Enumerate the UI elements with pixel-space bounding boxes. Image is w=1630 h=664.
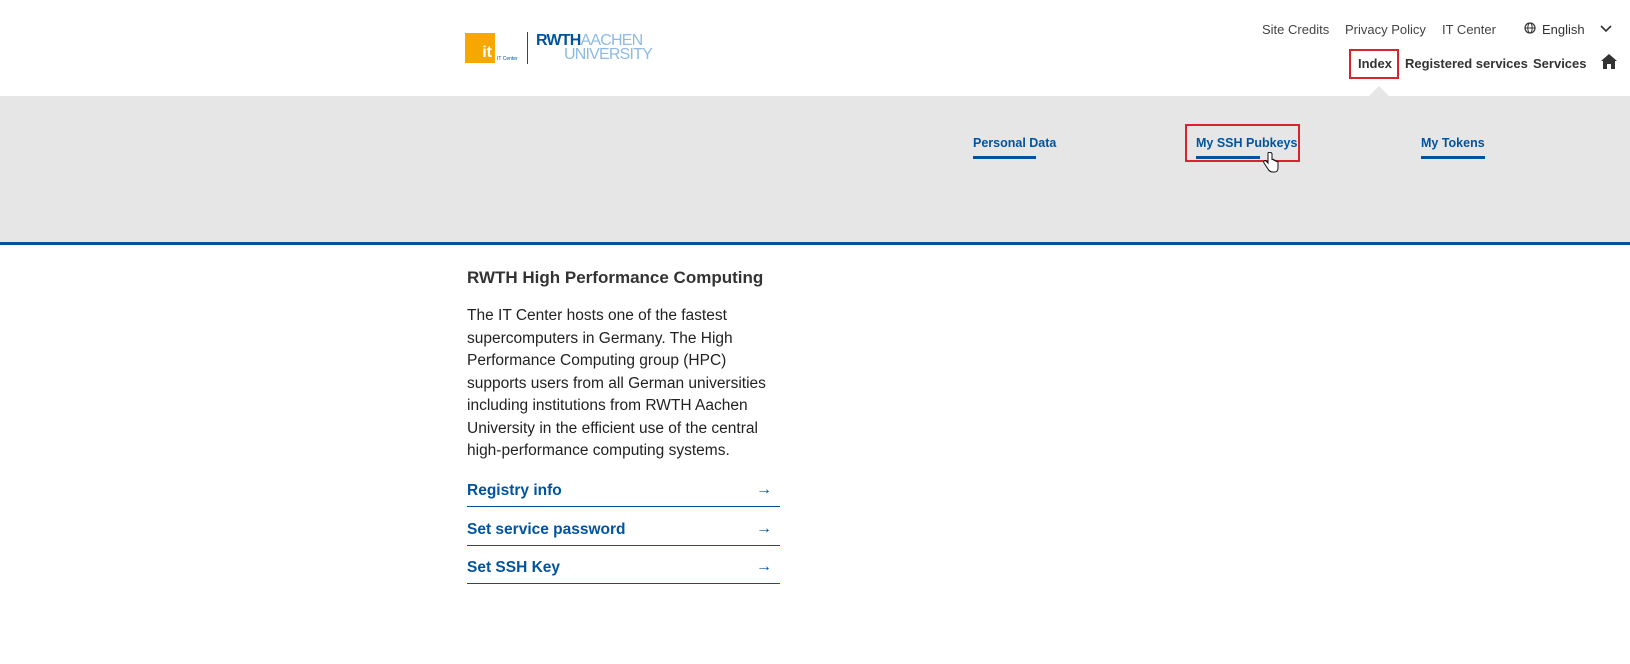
set-service-password-link[interactable]: Set service password →: [467, 521, 780, 546]
language-label: English: [1542, 22, 1585, 37]
language-selector[interactable]: [1524, 22, 1585, 37]
site-credits-link[interactable]: Site Credits: [1262, 22, 1330, 37]
it-center-logo-mark: it: [465, 33, 495, 63]
privacy-policy-link[interactable]: Privacy Policy: [1345, 22, 1426, 37]
home-icon[interactable]: [1600, 53, 1618, 71]
subnav-ssh-pubkeys[interactable]: My SSH Pubkeys: [1196, 136, 1298, 150]
rwth-wordmark: RWTHAACHEN UNIVERSITY: [536, 32, 653, 63]
it-center-link[interactable]: IT Center: [1442, 22, 1496, 37]
globe-icon: [1524, 22, 1536, 37]
arrow-right-icon: →: [756, 520, 772, 537]
sub-navigation: [0, 96, 1630, 245]
section-description: The IT Center hosts one of the fastest supercomputers in Germany. The High Performance Computing group (HPC) supports users from all German universities including institutions from RWTH Aachen University in the efficient use of the central high-performance computing systems.: [467, 307, 766, 459]
subnav-underline: [973, 156, 1036, 159]
subnav-personal-data[interactable]: Personal Data: [973, 136, 1057, 150]
nav-services[interactable]: Services: [1533, 56, 1587, 71]
site-header: [0, 0, 1630, 96]
section-heading: RWTH High Performance Computing: [467, 268, 764, 287]
hpc-info-section: [467, 268, 780, 463]
index-highlight-box: [1349, 49, 1399, 79]
nav-index[interactable]: Index: [1358, 56, 1392, 71]
subnav-underline: [1421, 156, 1485, 159]
chevron-down-icon[interactable]: [1600, 21, 1612, 37]
arrow-right-icon: →: [756, 481, 772, 498]
utility-nav: [0, 22, 1630, 38]
registry-info-link[interactable]: Registry info →: [467, 482, 780, 507]
it-center-logo-text: IT Center: [497, 56, 518, 62]
subnav-my-tokens[interactable]: My Tokens: [1421, 136, 1485, 150]
ssh-pubkeys-highlight-box: [1185, 124, 1300, 162]
arrow-right-icon: →: [756, 558, 772, 575]
hand-cursor-icon: [1262, 152, 1280, 174]
nav-registered-services[interactable]: Registered services: [1405, 56, 1528, 71]
active-nav-pointer: [1369, 86, 1389, 96]
set-ssh-key-link[interactable]: Set SSH Key →: [467, 559, 780, 584]
